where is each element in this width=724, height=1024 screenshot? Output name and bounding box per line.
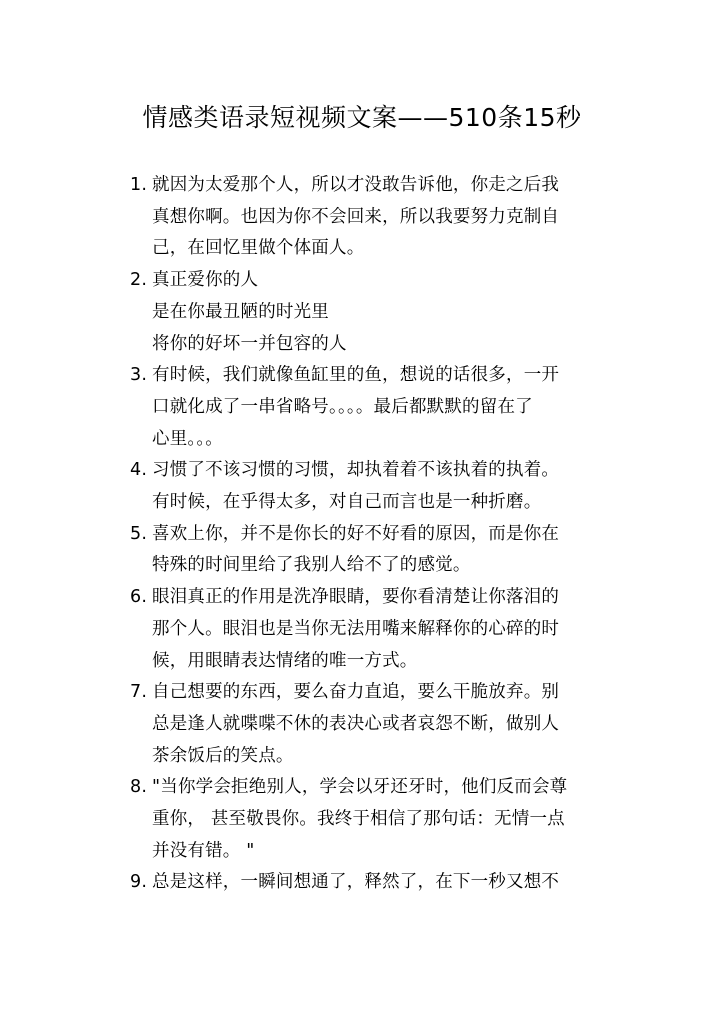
list-item [130,170,620,265]
list-item-line: 口就化成了一串省略号。。。。最后都默默的留在了 [152,396,533,417]
list-item-line: 特殊的时间里给了我别人给不了的感觉。 [152,555,471,576]
list-item-line: 有时候，我们就像鱼缸里的鱼，想说的话很多，一开 [152,365,560,386]
list-item-number: 5. [130,523,148,544]
list-item-line: 心里。。。 [152,428,223,449]
list-item-line: 己，在回忆里做个体面人。 [152,238,365,259]
document-title: 情感类语录短视频文案——510条15秒 [142,103,582,132]
list-item-line: 就因为太爱那个人，所以才没敢告诉他，你走之后我 [152,175,560,195]
list-item-line: 真正爱你的人 [152,270,259,291]
list-item-number: 4. [130,460,148,481]
list-item [130,455,620,518]
list-item-line: 重你， 甚至敬畏你。我终于相信了那句话：无情一点 [152,809,565,830]
list-item [130,582,620,677]
list-item-number: 1. [130,175,148,195]
list-item-line: 自己想要的东西，要么奋力直追，要么干脆放弃。别 [152,682,560,703]
list-item-line: 总是逢人就喋喋不休的表决心或者哀怨不断，做别人 [152,713,560,734]
list-item [130,867,620,899]
list-item-line: 总是这样，一瞬间想通了，释然了，在下一秒又想不 [152,872,560,893]
list-item [130,772,620,867]
list-item-line: 喜欢上你，并不是你长的好不好看的原因，而是你在 [152,523,560,544]
list-item-number: 6. [130,587,148,608]
list-item [130,519,620,582]
list-item-number: 9. [130,872,148,893]
list-item-number: 2. [130,270,148,291]
list-item-number: 3. [130,365,148,386]
list-item [130,677,620,772]
list-item-line: 是在你最丑陋的时光里 [152,301,329,322]
list-item-number: 7. [130,682,148,703]
list-item-line: 将你的好坏一并包容的人 [152,333,347,354]
list-item-number: 8. [130,777,148,798]
list-item-line: 真想你啊。也因为你不会回来，所以我要努力克制自 [152,206,560,227]
list-item [130,360,620,455]
list-item-line: 并没有错。 " [152,840,255,861]
list-item-line: 候，用眼睛表达情绪的唯一方式。 [152,650,418,671]
list-item-line: 那个人。眼泪也是当你无法用嘴来解释你的心碎的时 [152,618,560,639]
list-item-line: 习惯了不该习惯的习惯，却执着着不该执着的执着。 [152,460,560,481]
list-item-line: 茶余饭后的笑点。 [152,745,294,766]
quote-list [130,170,620,899]
list-item [130,265,620,360]
list-item-line: 有时候，在乎得太多，对自己而言也是一种折磨。 [152,492,542,513]
list-item-line: "当你学会拒绝别人，学会以牙还牙时，他们反而会尊 [152,777,568,798]
list-item-line: 眼泪真正的作用是洗净眼睛，要你看清楚让你落泪的 [152,587,560,608]
